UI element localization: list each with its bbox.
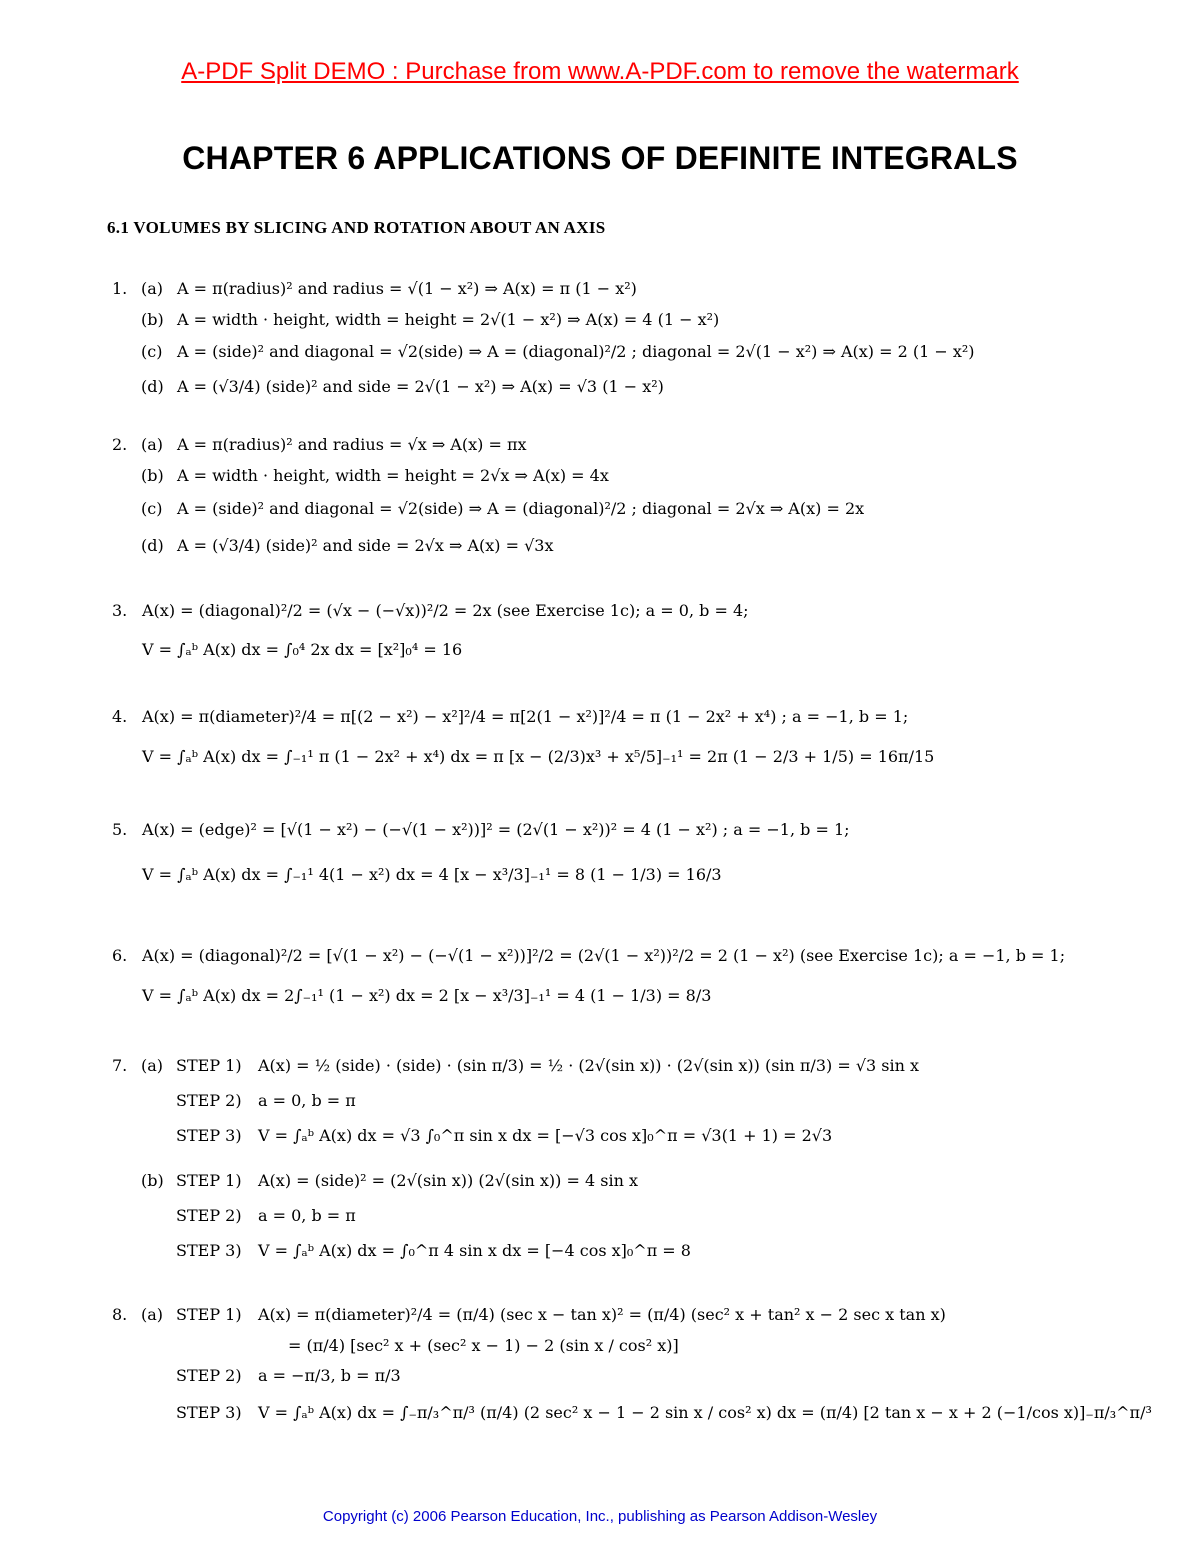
- step-label: STEP 3): [176, 1241, 242, 1260]
- equation: A(x) = π(diameter)²/4 = (π/4) (sec x − tan x)² = (π/4) (sec² x + tan² x − 2 sec x tan x): [258, 1305, 946, 1324]
- equation: A = (√3/4) (side)² and side = 2√(1 − x²) ⇒ A(x) = √3 (1 − x²): [177, 377, 664, 396]
- equation: A(x) = (side)² = (2√(sin x)) (2√(sin x)) = 4 sin x: [258, 1171, 638, 1190]
- part-label: (a): [141, 279, 164, 298]
- problem-number: 5.: [112, 820, 128, 839]
- equation: A = π(radius)² and radius = √x ⇒ A(x) = πx: [177, 435, 527, 454]
- problem-number: 7.: [112, 1056, 128, 1075]
- watermark-banner: A-PDF Split DEMO : Purchase from www.A-PDF.com to remove the watermark: [181, 58, 1019, 85]
- problem-number: 6.: [112, 946, 128, 965]
- part-label: (d): [141, 377, 164, 396]
- equation: V = ∫ₐᵇ A(x) dx = √3 ∫₀^π sin x dx = [−√3 cos x]₀^π = √3(1 + 1) = 2√3: [258, 1126, 833, 1145]
- equation: A(x) = (diagonal)²/2 = (√x − (−√x))²/2 = 2x (see Exercise 1c); a = 0, b = 4;: [142, 601, 749, 620]
- equation: V = ∫ₐᵇ A(x) dx = ∫₋π/₃^π/³ (π/4) (2 sec² x − 1 − 2 sin x / cos² x) dx = (π/4) [2 tan x − x + 2 (−1/cos x)]₋π/₃^π/³: [258, 1403, 1152, 1422]
- part-label: (c): [141, 499, 163, 518]
- copyright-footer: Copyright (c) 2006 Pearson Education, Inc., publishing as Pearson Addison-Wesley: [322, 1508, 878, 1525]
- part-label: (b): [141, 1171, 164, 1190]
- equation: A = (side)² and diagonal = √2(side) ⇒ A = (diagonal)²/2 ; diagonal = 2√(1 − x²) ⇒ A(x) = 2 (1 − x²): [177, 342, 975, 361]
- equation: A(x) = (edge)² = [√(1 − x²) − (−√(1 − x²))]² = (2√(1 − x²))² = 4 (1 − x²) ; a = −1, b = 1;: [142, 820, 850, 839]
- equation: A = (side)² and diagonal = √2(side) ⇒ A = (diagonal)²/2 ; diagonal = 2√x ⇒ A(x) = 2x: [177, 499, 865, 518]
- equation: V = ∫ₐᵇ A(x) dx = 2∫₋₁¹ (1 − x²) dx = 2 [x − x³/3]₋₁¹ = 4 (1 − 1/3) = 8/3: [142, 986, 712, 1005]
- step-label: STEP 1): [176, 1171, 242, 1190]
- step-label: STEP 3): [176, 1126, 242, 1145]
- equation: A = width · height, width = height = 2√(1 − x²) ⇒ A(x) = 4 (1 − x²): [177, 310, 720, 329]
- equation: a = 0, b = π: [258, 1206, 356, 1225]
- equation: A(x) = (diagonal)²/2 = [√(1 − x²) − (−√(1 − x²))]²/2 = (2√(1 − x²))²/2 = 2 (1 − x²) (see Exercise 1c); a = −1, b = 1;: [142, 946, 1066, 965]
- part-label: (a): [141, 1305, 164, 1324]
- step-label: STEP 2): [176, 1091, 242, 1110]
- part-label: (b): [141, 310, 164, 329]
- problem-number: 2.: [112, 435, 128, 454]
- equation: V = ∫ₐᵇ A(x) dx = ∫₋₁¹ 4(1 − x²) dx = 4 [x − x³/3]₋₁¹ = 8 (1 − 1/3) = 16/3: [142, 865, 722, 884]
- step-label: STEP 2): [176, 1366, 242, 1385]
- problem-number: 1.: [112, 279, 128, 298]
- problem-number: 8.: [112, 1305, 128, 1324]
- part-label: (b): [141, 466, 164, 485]
- part-label: (c): [141, 342, 163, 361]
- equation: A(x) = π(diameter)²/4 = π[(2 − x²) − x²]²/4 = π[2(1 − x²)]²/4 = π (1 − 2x² + x⁴) ; a = −1, b = 1;: [142, 707, 909, 726]
- equation: V = ∫ₐᵇ A(x) dx = ∫₀⁴ 2x dx = [x²]₀⁴ = 16: [142, 640, 463, 659]
- equation: V = ∫ₐᵇ A(x) dx = ∫₋₁¹ π (1 − 2x² + x⁴) dx = π [x − (2/3)x³ + x⁵/5]₋₁¹ = 2π (1 − 2/3 + 1/5) = 16π/15: [142, 747, 935, 766]
- part-label: (a): [141, 435, 164, 454]
- step-label: STEP 3): [176, 1403, 242, 1422]
- problem-number: 4.: [112, 707, 128, 726]
- equation: A = (√3/4) (side)² and side = 2√x ⇒ A(x) = √3x: [177, 536, 554, 555]
- equation: a = 0, b = π: [258, 1091, 356, 1110]
- part-label: (a): [141, 1056, 164, 1075]
- equation: A = width · height, width = height = 2√x ⇒ A(x) = 4x: [177, 466, 609, 485]
- problem-number: 3.: [112, 601, 128, 620]
- equation: A = π(radius)² and radius = √(1 − x²) ⇒ A(x) = π (1 − x²): [177, 279, 637, 298]
- chapter-title: CHAPTER 6 APPLICATIONS OF DEFINITE INTEGRALS: [182, 140, 1018, 176]
- equation: = (π/4) [sec² x + (sec² x − 1) − 2 (sin x / cos² x)]: [288, 1336, 679, 1355]
- step-label: STEP 1): [176, 1305, 242, 1324]
- part-label: (d): [141, 536, 164, 555]
- equation: a = −π/3, b = π/3: [258, 1366, 401, 1385]
- step-label: STEP 1): [176, 1056, 242, 1075]
- equation: V = ∫ₐᵇ A(x) dx = ∫₀^π 4 sin x dx = [−4 cos x]₀^π = 8: [258, 1241, 691, 1260]
- step-label: STEP 2): [176, 1206, 242, 1225]
- equation: A(x) = ½ (side) · (side) · (sin π/3) = ½ · (2√(sin x)) · (2√(sin x)) (sin π/3) = √3 sin x: [258, 1056, 920, 1075]
- section-title: 6.1 VOLUMES BY SLICING AND ROTATION ABOUT AN AXIS: [107, 218, 606, 237]
